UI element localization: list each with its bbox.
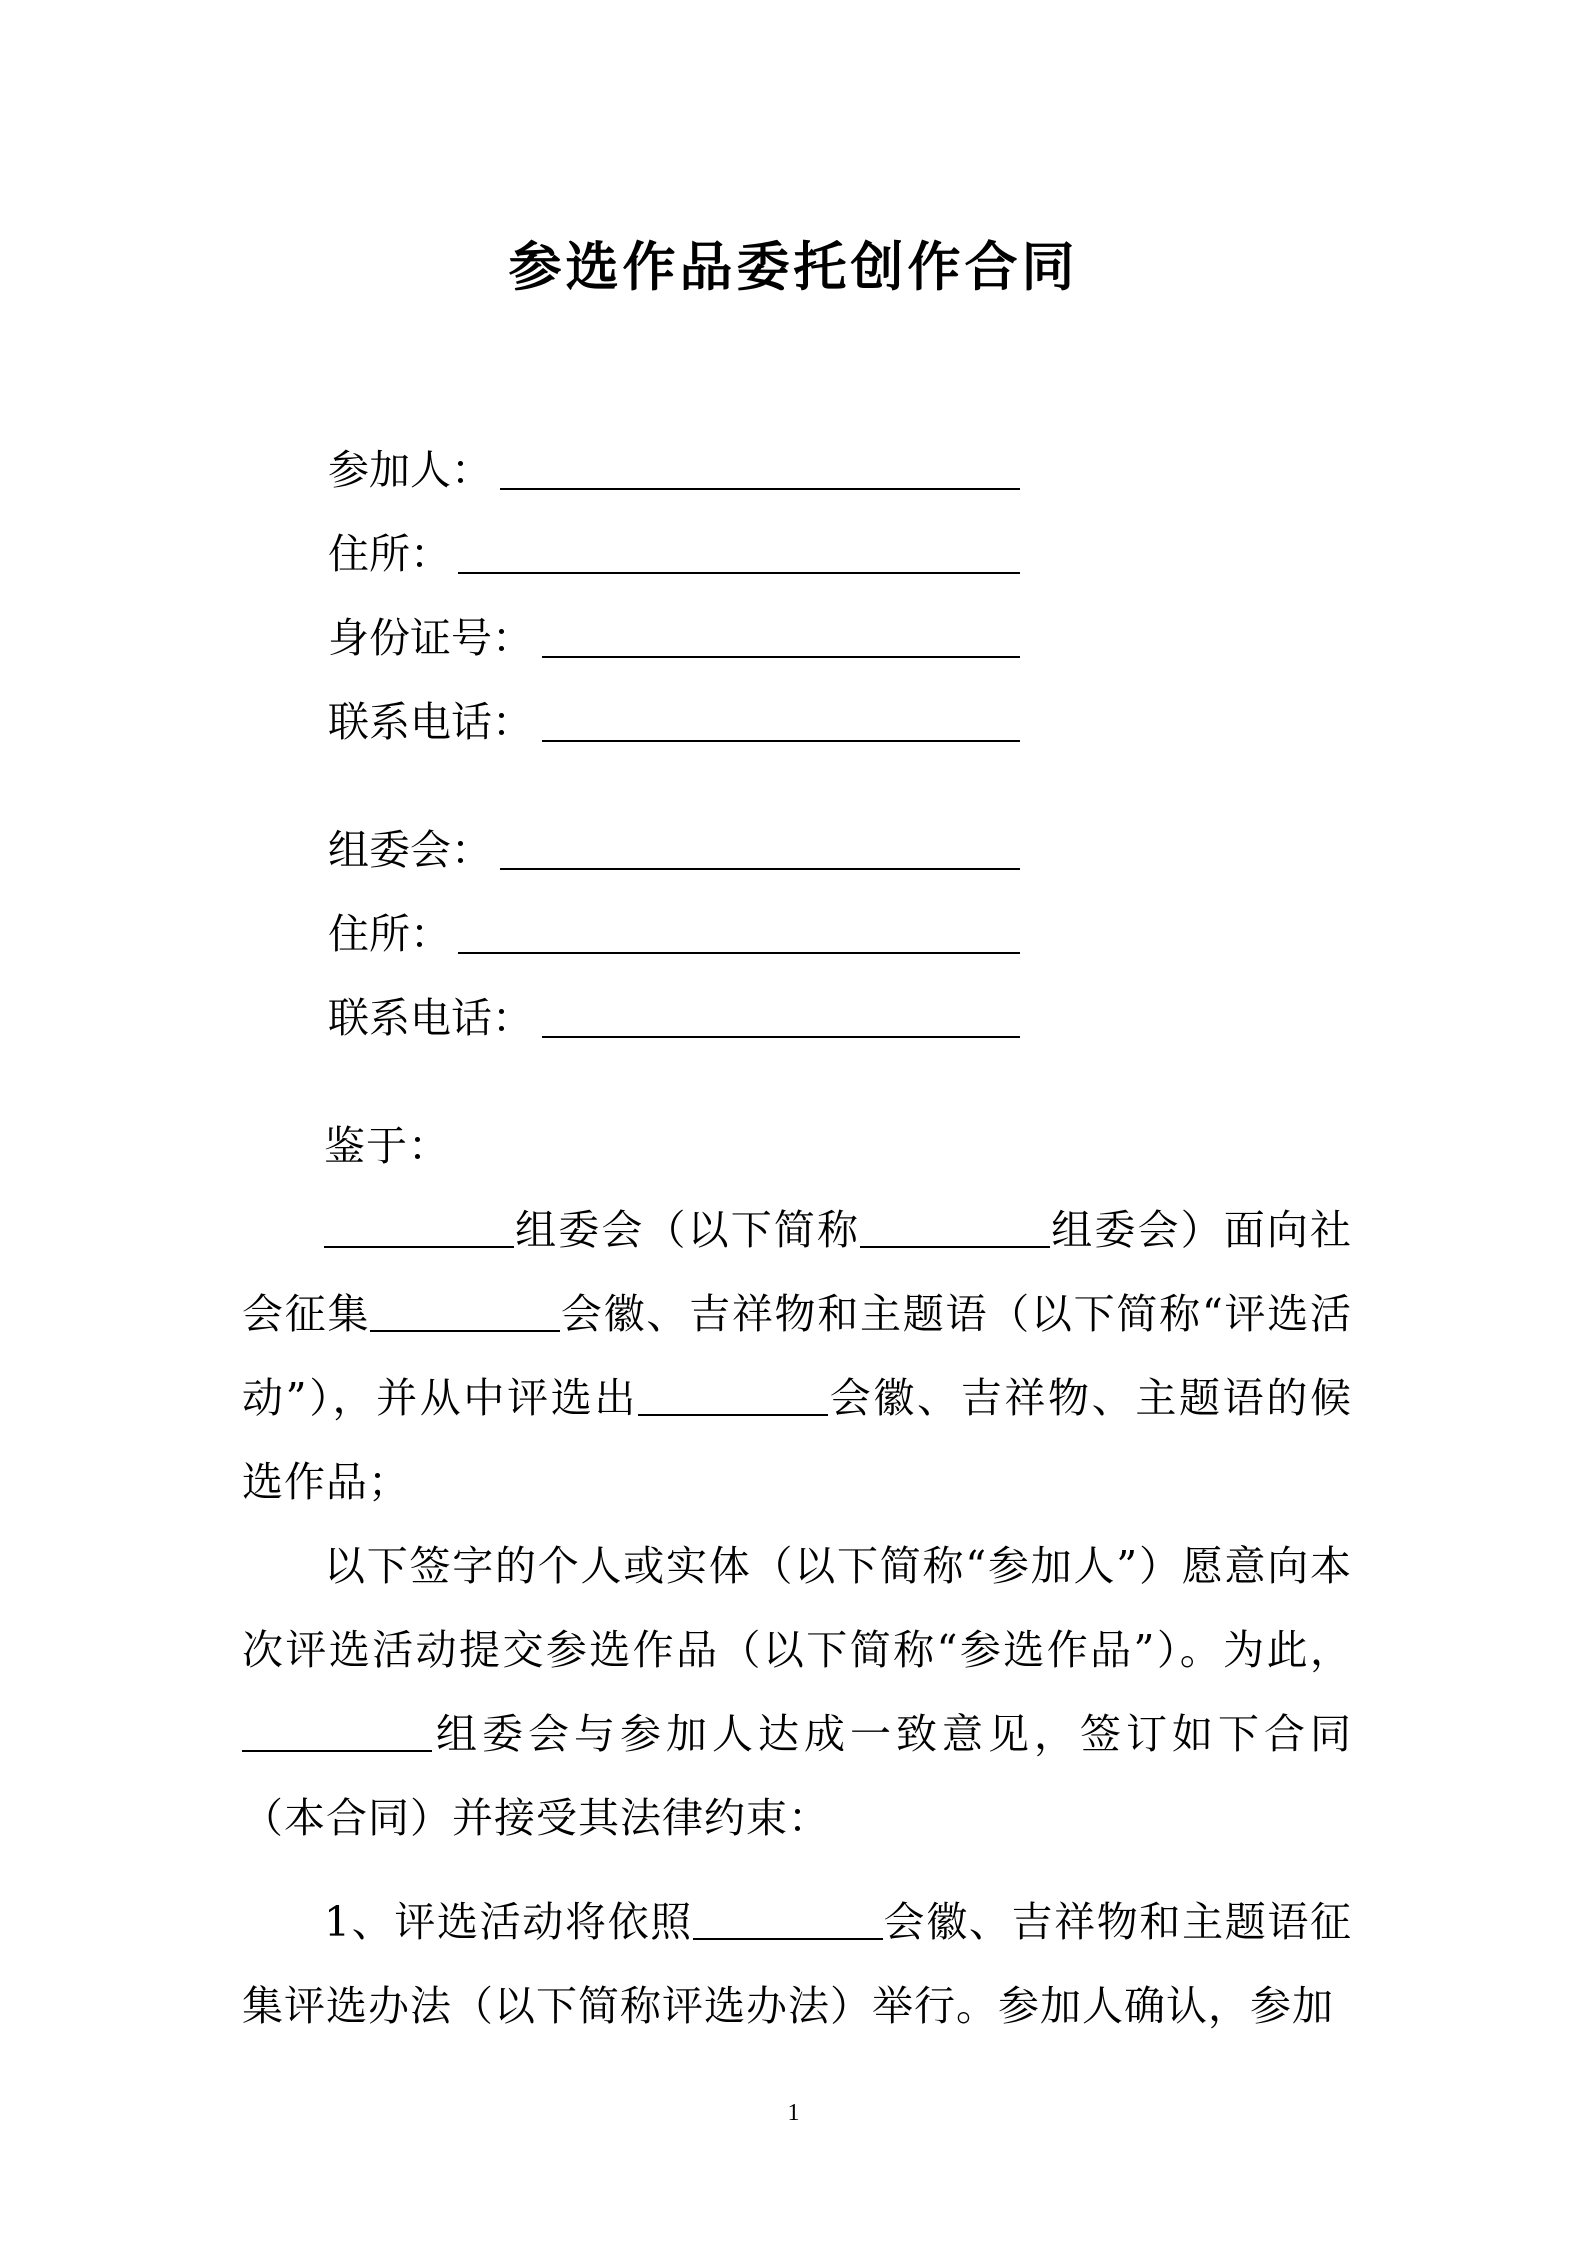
paragraph1-text-4: 会徽、吉祥物、主题语的候选作品；: [242, 1374, 1353, 1506]
participant-phone-field: [328, 692, 533, 752]
clause-1: [242, 1880, 1352, 2048]
committee-name-blank[interactable]: [500, 868, 1020, 870]
committee-phone-blank[interactable]: [542, 1036, 1020, 1038]
participant-address-blank[interactable]: [458, 572, 1020, 574]
committee-phone-label: 联系电话：: [328, 994, 533, 1042]
clause1-text-1: 1、评选活动将依照: [324, 1898, 693, 1946]
committee-name-label: 组委会：: [328, 826, 492, 874]
whereas-heading: 鉴于：: [324, 1122, 450, 1170]
participant-phone-label: 联系电话：: [328, 698, 533, 746]
participant-name-blank[interactable]: [500, 488, 1020, 490]
committee-address-label: 住所：: [328, 910, 451, 958]
contract-body: [242, 1104, 1352, 2048]
clause1-text-2: 会徽、吉祥物和主题语征集评选办法（以下简称评选办法）举行。参加人确认，参加: [242, 1898, 1353, 2030]
paragraph1-text-1: 组委会（以下简称: [514, 1206, 861, 1254]
whereas-paragraph-1: [242, 1188, 1352, 1524]
participant-name-label: 参加人：: [328, 446, 492, 494]
paragraph2-text-2: 组委会与参加人达成一致意见，签订如下合同（本合同）并接受其法律约束：: [242, 1710, 1352, 1842]
participant-name-field: [328, 440, 492, 500]
page-number: 1: [787, 2100, 800, 2126]
participant-id-blank[interactable]: [542, 656, 1020, 658]
paragraph1-text-3: 会徽、吉祥物和主题语（以下简称“评选活动”），并从中评选出: [242, 1290, 1352, 1422]
blank-committee-name-1[interactable]: [324, 1210, 514, 1248]
blank-committee-name-2[interactable]: [242, 1714, 432, 1752]
paragraph1-text-2: 组委会）面向社会征集: [242, 1206, 1352, 1338]
paragraph2-text-1: 以下签字的个人或实体（以下简称“参加人”）愿意向本次评选活动提交参选作品（以下简称“参选作品”）。为此，: [242, 1542, 1352, 1674]
blank-event-name-1[interactable]: [370, 1294, 560, 1332]
committee-phone-field: [328, 988, 533, 1048]
committee-address-field: [328, 904, 451, 964]
committee-name-field: [328, 820, 492, 880]
participant-id-label: 身份证号：: [328, 614, 533, 662]
participant-phone-blank[interactable]: [542, 740, 1020, 742]
blank-event-name-3[interactable]: [693, 1902, 883, 1940]
blank-event-name-2[interactable]: [638, 1378, 828, 1416]
blank-committee-short-name[interactable]: [860, 1210, 1050, 1248]
participant-address-label: 住所：: [328, 530, 451, 578]
document-title: 参选作品委托创作合同: [508, 236, 1079, 298]
whereas-paragraph-2: [242, 1524, 1352, 1860]
participant-address-field: [328, 524, 451, 584]
committee-address-blank[interactable]: [458, 952, 1020, 954]
participant-id-field: [328, 608, 533, 668]
